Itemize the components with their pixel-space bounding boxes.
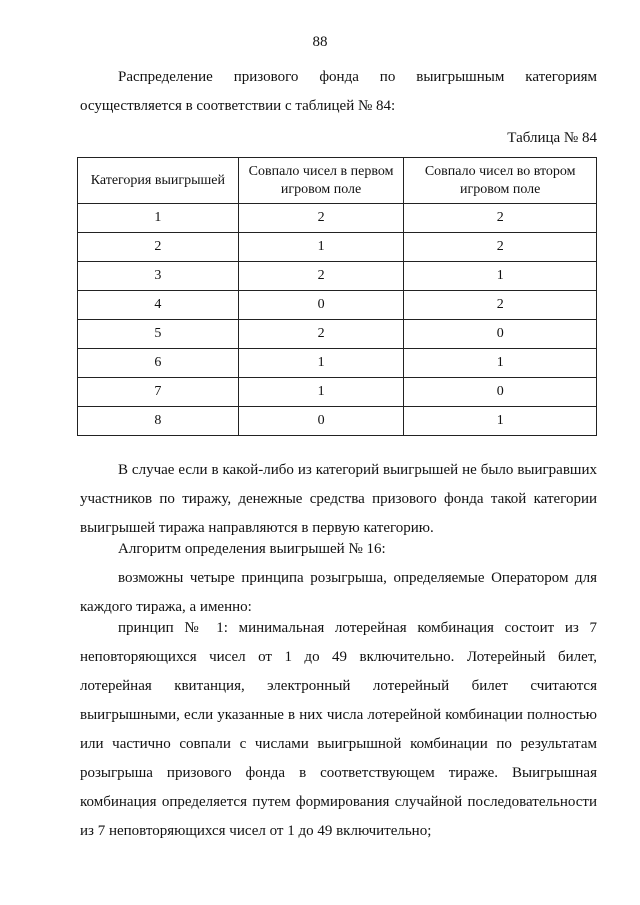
cell-first-field: 0	[238, 407, 404, 436]
cell-category: 1	[78, 204, 239, 233]
table-row	[78, 378, 597, 407]
table-row	[78, 320, 597, 349]
cell-category: 5	[78, 320, 239, 349]
cell-second-field: 2	[404, 233, 597, 262]
algorithm-heading: Алгоритм определения выигрышей № 16:	[118, 541, 386, 557]
cell-second-field: 2	[404, 291, 597, 320]
header-category: Категория выигрышей	[78, 158, 239, 204]
intro-paragraph: Распределение призового фонда по выигрышным категориям осуществляется в соответствии с таблицей № 84:	[80, 69, 597, 114]
table-caption: Таблица № 84	[507, 130, 597, 146]
cell-category: 7	[78, 378, 239, 407]
cell-first-field: 1	[238, 378, 404, 407]
table-row	[78, 291, 597, 320]
cell-category: 8	[78, 407, 239, 436]
cell-second-field: 1	[404, 349, 597, 378]
cell-category: 6	[78, 349, 239, 378]
table-header-row	[78, 158, 597, 204]
cell-first-field: 1	[238, 349, 404, 378]
cell-second-field: 1	[404, 407, 597, 436]
no-winners-paragraph: В случае если в какой-либо из категорий выигрышей не было выигравших участников по тиражу, денежные средства призового фонда такой категории выигрышей тиража направляются в первую категорию.	[80, 462, 597, 536]
cell-category: 4	[78, 291, 239, 320]
principle-1-paragraph: принцип № 1: минимальная лотерейная комбинация состоит из 7 неповторяющихся чисел от 1 до 49 включительно. Лотерейный билет, лотерейная квитанция, электронный лотерейный билет считаются выигрышными, если указанные в них числа лотерейной комбинации полностью или частично совпали с числами выигрышной комбинации по результатам розыгрыша призового фонда в соответствующем тираже. Выигрышная комбинация определяется путем формирования случайной последовательности из 7 неповторяющихся чисел от 1 до 49 включительно;	[80, 620, 597, 839]
cell-first-field: 0	[238, 291, 404, 320]
cell-first-field: 2	[238, 320, 404, 349]
table-row	[78, 262, 597, 291]
header-first-field: Совпало чисел в первом игровом поле	[238, 158, 404, 204]
cell-category: 3	[78, 262, 239, 291]
cell-first-field: 2	[238, 262, 404, 291]
cell-category: 2	[78, 233, 239, 262]
cell-first-field: 2	[238, 204, 404, 233]
table-row	[78, 349, 597, 378]
cell-second-field: 0	[404, 378, 597, 407]
table-row	[78, 204, 597, 233]
table-row	[78, 233, 597, 262]
principles-intro-paragraph: возможны четыре принципа розыгрыша, определяемые Оператором для каждого тиража, а именно:	[80, 570, 597, 615]
cell-second-field: 0	[404, 320, 597, 349]
table-row	[78, 407, 597, 436]
cell-first-field: 1	[238, 233, 404, 262]
page-number: 88	[312, 34, 328, 50]
cell-second-field: 1	[404, 262, 597, 291]
header-second-field: Совпало чисел во втором игровом поле	[404, 158, 597, 204]
prize-distribution-table	[77, 157, 597, 436]
cell-second-field: 2	[404, 204, 597, 233]
